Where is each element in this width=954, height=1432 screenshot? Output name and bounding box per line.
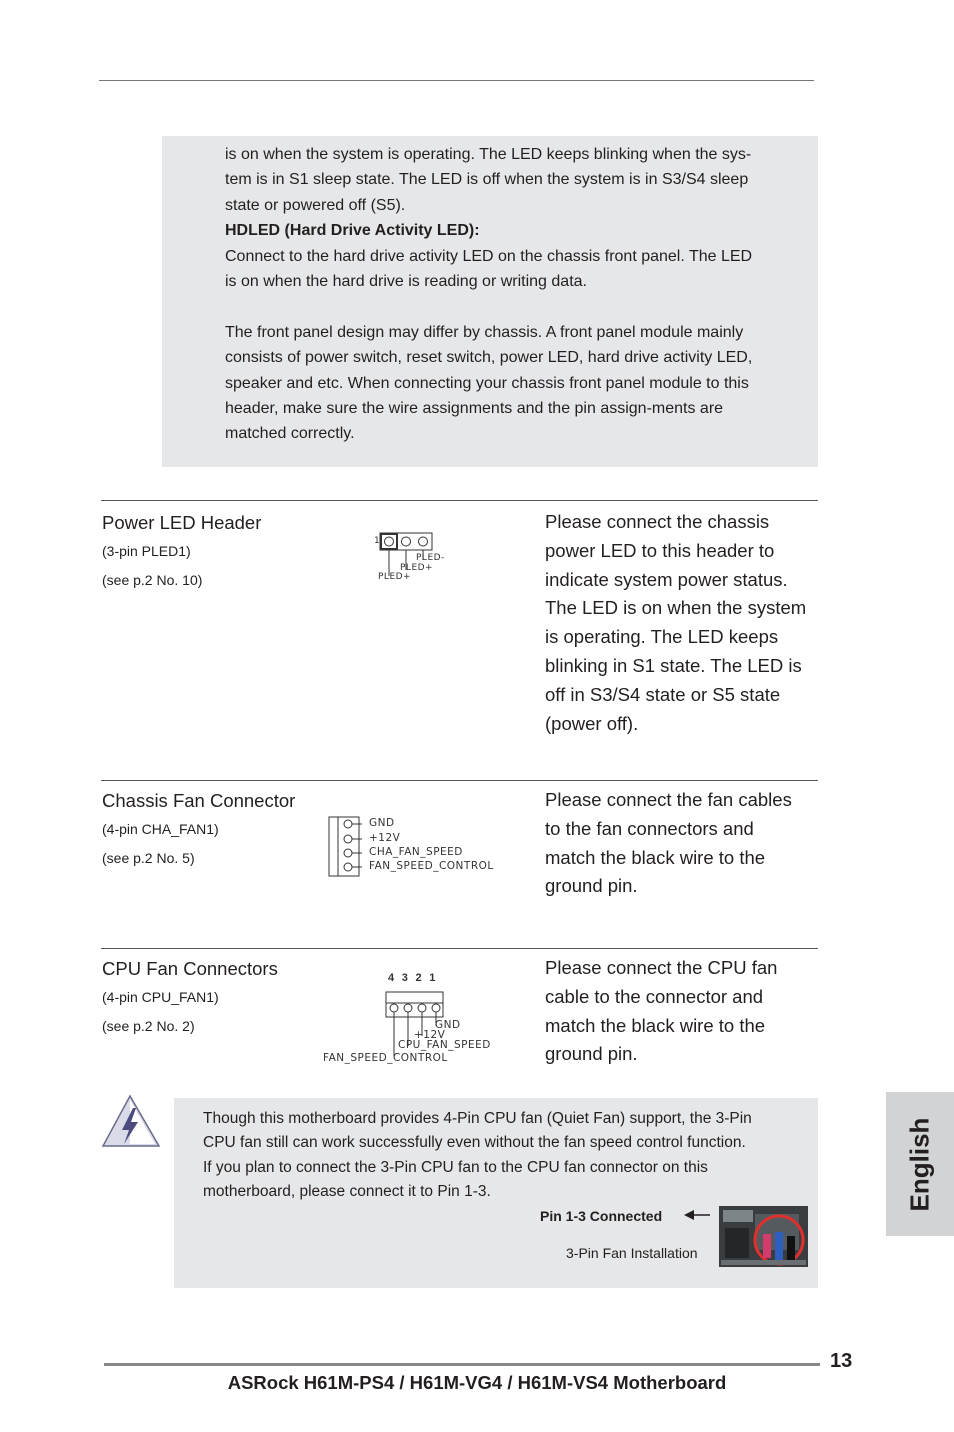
cpu-fan-desc — [545, 954, 825, 1069]
chassis-fan-sub: (4-pin CHA_FAN1) — [102, 821, 219, 837]
note-line: consists of power switch, reset switch, power LED, hard drive activity LED, — [225, 349, 753, 367]
desc-line: (power off). — [545, 712, 639, 734]
intro-line: is on when the system is operating. The LED keeps blinking when the sys- — [225, 146, 752, 163]
chassis-fan-ref: (see p.2 No. 5) — [102, 850, 195, 866]
fan-installation-photo — [719, 1206, 808, 1267]
desc-line: to the fan connectors and — [545, 817, 754, 839]
pin-connected-label: Pin 1-3 Connected — [540, 1208, 663, 1224]
power-led-desc — [545, 508, 825, 738]
desc-line: indicate system power status. — [545, 568, 788, 590]
pin-label: +12V — [369, 832, 401, 844]
note-line: matched correctly. — [225, 425, 355, 443]
chassis-fan-desc — [545, 786, 825, 901]
cha-fan-header-icon — [328, 815, 368, 879]
desc-line: power LED to this header to — [545, 539, 775, 561]
installation-caption: 3-Pin Fan Installation — [566, 1245, 698, 1261]
desc-line: The LED is on when the system — [545, 597, 807, 619]
section-rule — [101, 948, 818, 949]
pin-label: FAN_SPEED_CONTROL — [323, 1052, 448, 1064]
pin1-marker: 1 — [374, 536, 381, 546]
hdled-line: is on when the hard drive is reading or writing data. — [225, 273, 587, 291]
desc-line: ground pin. — [545, 875, 638, 897]
hdled-line: Connect to the hard drive activity LED on the chassis front panel. The LED — [225, 247, 753, 265]
desc-line: ground pin. — [545, 1043, 638, 1065]
intro-text — [225, 142, 805, 447]
section-rule — [101, 500, 818, 501]
pin-label: GND — [435, 1019, 461, 1031]
note-line: The front panel design may differ by chassis. A front panel module mainly — [225, 323, 744, 341]
warning-line: motherboard, please connect it to Pin 1-3. — [203, 1182, 491, 1200]
pin-numbers: 4 3 2 1 — [388, 972, 436, 984]
warning-line: If you plan to connect the 3-Pin CPU fan to the CPU fan connector on this — [203, 1158, 708, 1176]
pin-label: PLED+ — [400, 563, 434, 573]
power-led-diagram — [370, 530, 490, 590]
pin-label: FAN_SPEED_CONTROL — [369, 860, 494, 872]
desc-line: Please connect the chassis — [545, 511, 770, 532]
pin-label: CHA_FAN_SPEED — [369, 846, 463, 858]
power-led-ref: (see p.2 No. 10) — [102, 572, 203, 588]
warning-line: Though this motherboard provides 4-Pin CPU fan (Quiet Fan) support, the 3-Pin — [203, 1110, 752, 1127]
chassis-fan-title: Chassis Fan Connector — [102, 790, 296, 811]
footer-rule — [104, 1363, 820, 1366]
footer-title: ASRock H61M-PS4 / H61M-VG4 / H61M-VS4 Motherboard — [227, 1372, 727, 1393]
pin-label: PLED+ — [378, 572, 412, 582]
hdled-title: HDLED (Hard Drive Activity LED): — [225, 222, 480, 240]
intro-line: tem is in S1 sleep state. The LED is off when the system is in S3/S4 sleep — [225, 171, 749, 189]
power-led-sub: (3-pin PLED1) — [102, 543, 191, 559]
pin-label: PLED- — [416, 553, 445, 563]
note-line: speaker and etc. When connecting your chassis front panel module to this — [225, 374, 749, 392]
header-rule — [99, 80, 814, 81]
desc-line: match the black wire to the — [545, 846, 766, 868]
pin-label: +12V — [414, 1029, 446, 1041]
pin-label: GND — [369, 817, 395, 829]
section-rule — [101, 780, 818, 781]
desc-line: cable to the connector and — [545, 985, 764, 1007]
desc-line: Please connect the CPU fan — [545, 957, 778, 978]
arrow-left-icon — [682, 1208, 712, 1222]
warning-text — [203, 1107, 811, 1204]
desc-line: off in S3/S4 state or S5 state — [545, 683, 781, 705]
chassis-fan-diagram — [328, 815, 508, 879]
warning-line: CPU fan still can work successfully even without the fan speed control function. — [203, 1134, 746, 1152]
intro-line: state or powered off (S5). — [225, 196, 406, 214]
cpu-fan-ref: (see p.2 No. 2) — [102, 1018, 195, 1034]
power-led-title: Power LED Header — [102, 512, 262, 533]
cpu-fan-sub: (4-pin CPU_FAN1) — [102, 989, 219, 1005]
page-number: 13 — [830, 1350, 853, 1372]
desc-line: Please connect the fan cables — [545, 789, 792, 810]
language-label: English — [904, 1117, 935, 1211]
language-tab — [886, 1092, 954, 1236]
note-line: header, make sure the wire assignments and the pin assign-ments are — [225, 400, 724, 418]
pin-label: CPU_FAN_SPEED — [398, 1039, 491, 1051]
cpu-fan-diagram — [320, 970, 520, 1070]
cpu-fan-title: CPU Fan Connectors — [102, 958, 278, 979]
warning-icon — [100, 1094, 162, 1150]
desc-line: match the black wire to the — [545, 1014, 766, 1036]
desc-line: blinking in S1 state. The LED is — [545, 654, 802, 676]
desc-line: is operating. The LED keeps — [545, 626, 779, 648]
